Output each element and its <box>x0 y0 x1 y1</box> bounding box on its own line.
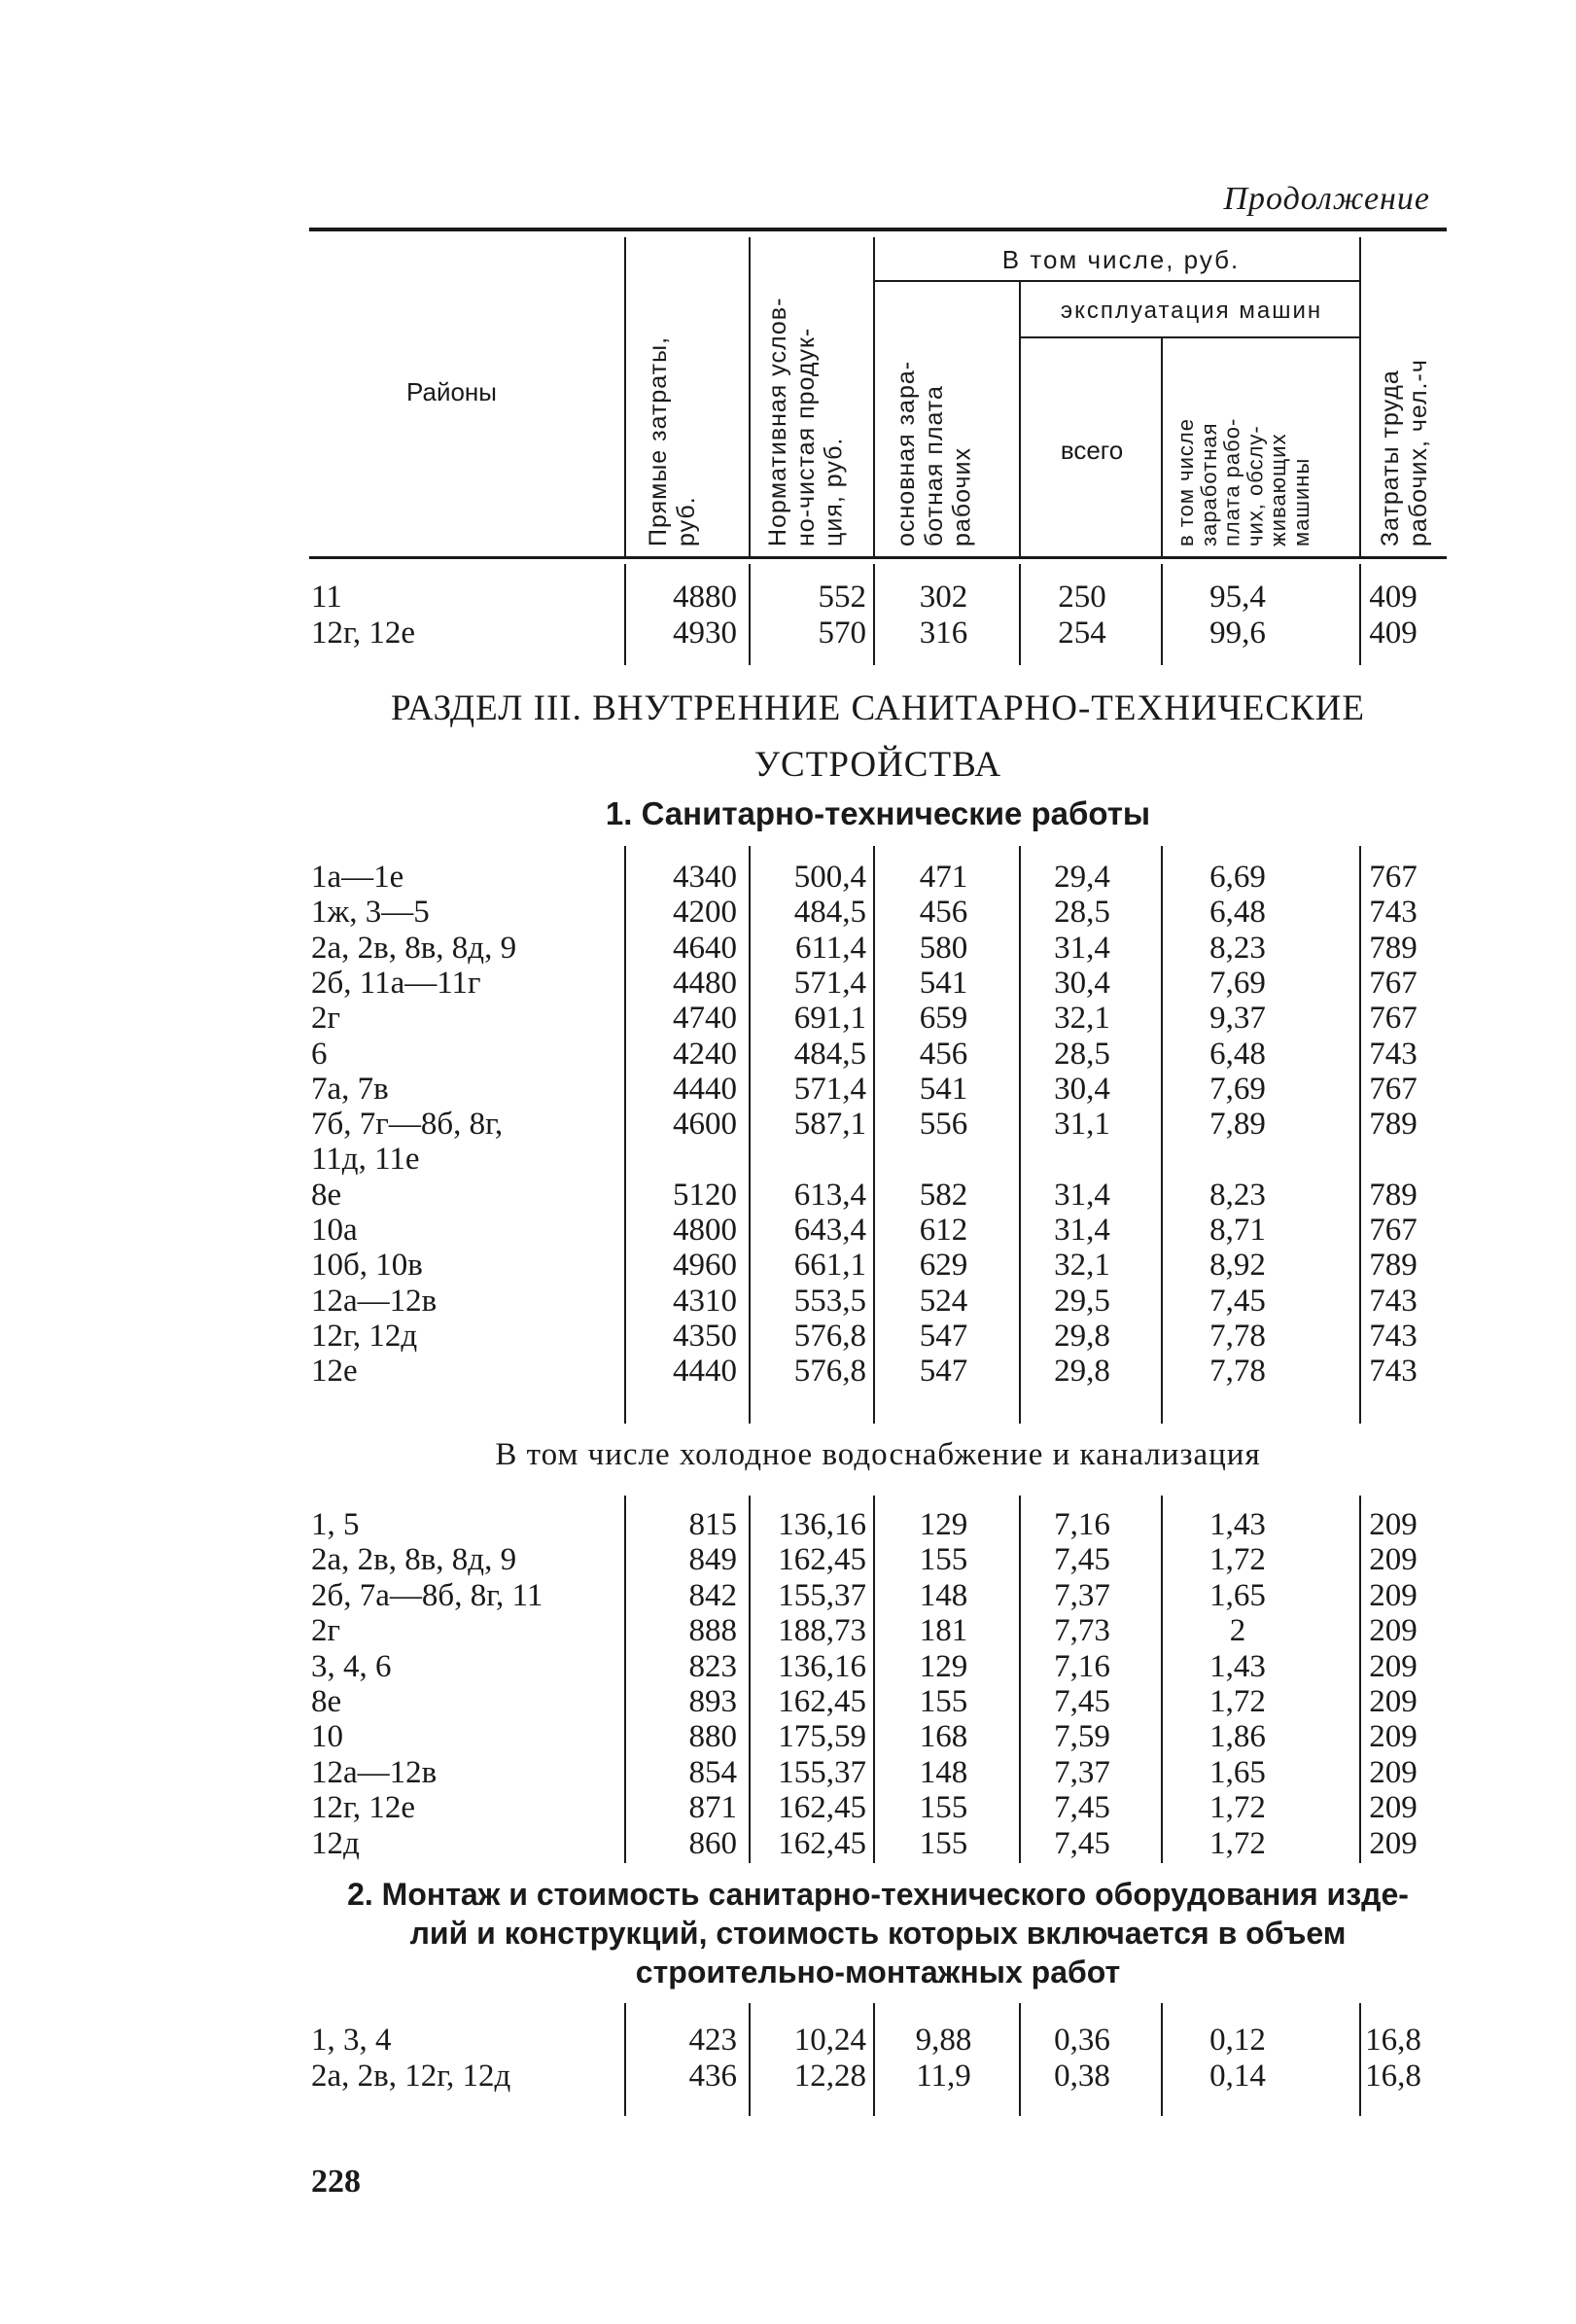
continuation-label: Продолжение <box>1223 181 1430 217</box>
cell-pryamye: 4930 <box>673 616 737 651</box>
cell-zarplata: 1,72 <box>1209 1825 1266 1861</box>
header-divider <box>749 237 751 558</box>
cell-vsego: 7,45 <box>1054 1825 1110 1861</box>
table-header-bottom-rule <box>309 556 1447 559</box>
table-row <box>309 1613 1447 1648</box>
cell-trud: 767 <box>1369 1001 1418 1037</box>
cell-vsego: 7,37 <box>1054 1754 1110 1790</box>
cell-pryamye: 4480 <box>673 965 737 1001</box>
cell-rayon: 2г <box>311 1613 341 1649</box>
cell-normativnaya: 552 <box>818 580 866 615</box>
table-block-sanitary <box>309 846 1447 1424</box>
cell-zarplata: 1,86 <box>1209 1719 1266 1755</box>
table-row <box>309 860 1447 895</box>
table-row <box>309 1178 1447 1213</box>
cell-normativnaya: 613,4 <box>793 1177 866 1213</box>
cell-vsego: 32,1 <box>1054 1248 1110 1284</box>
cell-rayon: 1а—1е <box>311 860 404 895</box>
cell-rayon: 3, 4, 6 <box>311 1648 392 1684</box>
cell-trud: 209 <box>1369 1790 1418 1826</box>
cell-normativnaya: 175,59 <box>778 1719 866 1755</box>
cell-vsego: 28,5 <box>1054 1036 1110 1072</box>
cell-vsego: 30,4 <box>1054 965 1110 1001</box>
cell-osnovnaya: 11,9 <box>916 2059 971 2094</box>
cell-zarplata: 8,71 <box>1209 1213 1266 1248</box>
table-row <box>309 1507 1447 1542</box>
cell-pryamye: 893 <box>688 1684 737 1719</box>
cell-osnovnaya: 541 <box>919 1071 968 1107</box>
cell-trud: 209 <box>1369 1754 1418 1790</box>
cell-normativnaya: 611,4 <box>794 930 866 966</box>
table-row <box>309 1790 1447 1825</box>
table-row <box>309 1107 1447 1142</box>
cell-pryamye: 4600 <box>673 1107 737 1143</box>
header-pryamye: Прямые затраты, руб. <box>645 335 700 546</box>
cell-vsego: 7,73 <box>1054 1613 1110 1649</box>
cell-trud: 789 <box>1369 1248 1418 1284</box>
table-row <box>309 1649 1447 1684</box>
cell-trud: 209 <box>1369 1542 1418 1578</box>
cell-osnovnaya: 612 <box>919 1213 968 1248</box>
table-row <box>309 616 1447 651</box>
table-row <box>309 1037 1447 1072</box>
cell-rayon: 2а, 2в, 8в, 8д, 9 <box>311 1542 517 1578</box>
cell-pryamye: 5120 <box>673 1177 737 1213</box>
cell-trud: 409 <box>1369 616 1418 651</box>
cell-zarplata: 7,45 <box>1209 1283 1266 1319</box>
cell-trud: 209 <box>1369 1719 1418 1755</box>
cell-osnovnaya: 155 <box>919 1790 968 1826</box>
cell-osnovnaya: 471 <box>919 860 968 895</box>
cell-vsego: 29,8 <box>1054 1318 1110 1354</box>
table-row <box>309 1542 1447 1577</box>
cell-rayon: 7б, 7г—8б, 8г, <box>311 1107 504 1143</box>
cell-vsego: 250 <box>1058 580 1106 615</box>
cell-trud: 743 <box>1369 895 1418 931</box>
header-divider <box>624 237 626 558</box>
cell-osnovnaya: 629 <box>919 1248 968 1284</box>
cell-vsego: 30,4 <box>1054 1071 1110 1107</box>
cell-pryamye: 4310 <box>673 1283 737 1319</box>
cell-vsego: 7,37 <box>1054 1577 1110 1613</box>
cell-vsego: 0,36 <box>1054 2023 1110 2058</box>
cell-vsego: 31,4 <box>1054 930 1110 966</box>
cell-trud: 743 <box>1369 1354 1418 1390</box>
cell-pryamye: 4960 <box>673 1248 737 1284</box>
table-row <box>309 1826 1447 1861</box>
cell-normativnaya: 587,1 <box>793 1107 866 1143</box>
cell-normativnaya: 643,4 <box>793 1213 866 1248</box>
header-zarplata-mashin: в том числе заработная плата рабо- чих, обслу- живающих машины <box>1173 417 1313 546</box>
cell-vsego: 28,5 <box>1054 895 1110 931</box>
water-subtitle: В том числе холодное водоснабжение и канализация <box>495 1437 1261 1472</box>
cell-zarplata: 95,4 <box>1209 580 1266 615</box>
cell-trud: 209 <box>1369 1507 1418 1542</box>
cell-normativnaya: 576,8 <box>793 1318 866 1354</box>
cell-normativnaya: 691,1 <box>793 1001 866 1037</box>
cell-osnovnaya: 168 <box>919 1719 968 1755</box>
cell-normativnaya: 553,5 <box>793 1283 866 1319</box>
cell-rayon: 10а <box>311 1213 358 1248</box>
cell-normativnaya: 661,1 <box>793 1248 866 1284</box>
cell-osnovnaya: 524 <box>919 1283 968 1319</box>
cell-rayon: 12д <box>311 1825 360 1861</box>
cell-osnovnaya: 9,88 <box>915 2023 972 2058</box>
cell-trud: 767 <box>1369 860 1418 895</box>
table-row <box>309 1248 1447 1283</box>
cell-osnovnaya: 155 <box>919 1825 968 1861</box>
cell-pryamye: 4340 <box>673 860 737 895</box>
cell-normativnaya: 10,24 <box>793 2023 866 2058</box>
cell-zarplata: 9,37 <box>1209 1001 1266 1037</box>
section-title-line1: РАЗДЕЛ III. ВНУТРЕННИЕ САНИТАРНО-ТЕХНИЧЕСКИЕ <box>391 688 1365 728</box>
cell-pryamye: 4200 <box>673 895 737 931</box>
cell-pryamye: 880 <box>688 1719 737 1755</box>
header-ekspluataciya: эксплуатация машин <box>1060 298 1323 324</box>
cell-pryamye: 842 <box>688 1577 737 1613</box>
cell-rayon: 7а, 7в <box>311 1071 389 1107</box>
table-row <box>309 1001 1447 1036</box>
cell-normativnaya: 136,16 <box>778 1648 866 1684</box>
section-title-line2: УСТРОЙСТВА <box>753 745 1002 785</box>
cell-zarplata: 1,43 <box>1209 1507 1266 1542</box>
cell-normativnaya: 162,45 <box>778 1790 866 1826</box>
cell-trud: 409 <box>1369 580 1418 615</box>
cell-vsego: 31,4 <box>1054 1177 1110 1213</box>
cell-zarplata: 8,23 <box>1209 930 1266 966</box>
cell-normativnaya: 162,45 <box>778 1825 866 1861</box>
header-divider <box>873 237 875 558</box>
cell-normativnaya: 155,37 <box>778 1577 866 1613</box>
cell-normativnaya: 576,8 <box>793 1354 866 1390</box>
header-divider <box>1019 280 1021 558</box>
cell-pryamye: 436 <box>688 2059 737 2094</box>
cell-trud: 743 <box>1369 1318 1418 1354</box>
cell-zarplata: 8,23 <box>1209 1177 1266 1213</box>
cell-zarplata: 1,72 <box>1209 1542 1266 1578</box>
cell-pryamye: 4800 <box>673 1213 737 1248</box>
cell-pryamye: 4350 <box>673 1318 737 1354</box>
cell-zarplata: 6,48 <box>1209 895 1266 931</box>
cell-rayon: 10 <box>311 1719 343 1755</box>
subsection-1-title: 1. Санитарно-технические работы <box>605 795 1151 831</box>
cell-osnovnaya: 129 <box>919 1507 968 1542</box>
cell-rayon: 2б, 11а—11г <box>311 965 481 1001</box>
cell-rayon: 2б, 7а—8б, 8г, 11 <box>311 1577 543 1613</box>
cell-rayon: 6 <box>311 1036 328 1072</box>
subsection-2-line1: 2. Монтаж и стоимость санитарно-технического оборудования изде- <box>347 1877 1409 1912</box>
cell-normativnaya: 136,16 <box>778 1507 866 1542</box>
cell-zarplata: 1,65 <box>1209 1754 1266 1790</box>
cell-trud: 789 <box>1369 930 1418 966</box>
cell-vsego: 7,16 <box>1054 1507 1110 1542</box>
cell-rayon: 1, 5 <box>311 1507 360 1542</box>
header-osnovnaya: основная зара- ботная плата рабочих <box>893 360 976 546</box>
cell-vsego: 31,4 <box>1054 1213 1110 1248</box>
cell-osnovnaya: 302 <box>919 580 968 615</box>
table-row <box>309 1319 1447 1354</box>
cell-rayon: 8е <box>311 1684 342 1719</box>
cell-osnovnaya: 316 <box>919 616 968 651</box>
cell-zarplata: 7,78 <box>1209 1354 1266 1390</box>
table-row <box>309 580 1447 615</box>
cell-vsego: 29,8 <box>1054 1354 1110 1390</box>
cell-osnovnaya: 129 <box>919 1648 968 1684</box>
cell-trud: 209 <box>1369 1577 1418 1613</box>
cell-vsego: 29,4 <box>1054 860 1110 895</box>
cell-zarplata: 7,89 <box>1209 1107 1266 1143</box>
cell-rayon: 12г, 12е <box>311 1790 415 1826</box>
cell-trud: 789 <box>1369 1107 1418 1143</box>
subsection-2-line3: строительно-монтажных работ <box>635 1954 1121 1989</box>
cell-rayon: 2а, 2в, 12г, 12д <box>311 2059 511 2094</box>
cell-osnovnaya: 155 <box>919 1684 968 1719</box>
cell-pryamye: 4440 <box>673 1354 737 1390</box>
cell-normativnaya: 571,4 <box>793 1071 866 1107</box>
page-number: 228 <box>311 2164 361 2200</box>
cell-trud: 16,8 <box>1365 2023 1421 2058</box>
cell-zarplata: 1,72 <box>1209 1684 1266 1719</box>
cell-zarplata: 2 <box>1229 1613 1246 1649</box>
cell-osnovnaya: 541 <box>919 965 968 1001</box>
cell-osnovnaya: 155 <box>919 1542 968 1578</box>
cell-trud: 767 <box>1369 965 1418 1001</box>
cell-vsego: 31,1 <box>1054 1107 1110 1143</box>
cell-trud: 209 <box>1369 1684 1418 1719</box>
cell-rayon: 12г, 12д <box>311 1318 418 1354</box>
table-row <box>309 1684 1447 1719</box>
header-divider <box>1161 336 1163 558</box>
table-row <box>309 1755 1447 1790</box>
cell-osnovnaya: 547 <box>919 1354 968 1390</box>
subsection-2-title <box>309 1875 1447 1991</box>
cell-vsego: 7,45 <box>1054 1684 1110 1719</box>
cell-pryamye: 849 <box>688 1542 737 1578</box>
cell-trud: 209 <box>1369 1825 1418 1861</box>
cell-rayon: 12а—12в <box>311 1283 438 1319</box>
cell-vsego: 0,38 <box>1054 2059 1110 2094</box>
cell-vsego: 29,5 <box>1054 1283 1110 1319</box>
cell-osnovnaya: 148 <box>919 1577 968 1613</box>
cell-zarplata: 99,6 <box>1209 616 1266 651</box>
cell-normativnaya: 12,28 <box>793 2059 866 2094</box>
cell-rayon: 2а, 2в, 8в, 8д, 9 <box>311 930 517 966</box>
cell-pryamye: 4640 <box>673 930 737 966</box>
cell-pryamye: 4880 <box>673 580 737 615</box>
cell-vsego: 7,16 <box>1054 1648 1110 1684</box>
cell-vsego: 254 <box>1058 616 1106 651</box>
cell-normativnaya: 162,45 <box>778 1542 866 1578</box>
subsection-2-line2: лий и конструкций, стоимость которых включается в объем <box>409 1916 1347 1951</box>
cell-trud: 743 <box>1369 1036 1418 1072</box>
cell-osnovnaya: 582 <box>919 1177 968 1213</box>
table-row <box>309 1072 1447 1107</box>
table-row <box>309 1213 1447 1248</box>
cell-zarplata: 0,12 <box>1209 2023 1266 2058</box>
cell-osnovnaya: 456 <box>919 1036 968 1072</box>
table-row <box>309 1719 1447 1754</box>
cell-rayon: 12г, 12е <box>311 616 415 651</box>
table-row <box>309 931 1447 966</box>
cell-zarplata: 1,72 <box>1209 1790 1266 1826</box>
cell-vsego: 7,59 <box>1054 1719 1110 1755</box>
header-v-tom-chisle: В том числе, руб. <box>1001 245 1241 274</box>
cell-trud: 767 <box>1369 1071 1418 1107</box>
cell-trud: 743 <box>1369 1283 1418 1319</box>
cell-zarplata: 7,78 <box>1209 1318 1266 1354</box>
cell-rayon: 1ж, 3—5 <box>311 895 430 931</box>
cell-rayon: 12е <box>311 1354 358 1390</box>
cell-normativnaya: 155,37 <box>778 1754 866 1790</box>
table-block-water <box>309 1496 1447 1863</box>
cell-normativnaya: 484,5 <box>793 895 866 931</box>
cell-osnovnaya: 181 <box>919 1613 968 1649</box>
cell-zarplata: 7,69 <box>1209 1071 1266 1107</box>
cell-vsego: 7,45 <box>1054 1542 1110 1578</box>
cell-pryamye: 815 <box>688 1507 737 1542</box>
cell-normativnaya: 188,73 <box>778 1613 866 1649</box>
cell-trud: 767 <box>1369 1213 1418 1248</box>
table-row <box>309 966 1447 1001</box>
cell-osnovnaya: 547 <box>919 1318 968 1354</box>
cell-zarplata: 8,92 <box>1209 1248 1266 1284</box>
section-title <box>309 681 1447 793</box>
cell-vsego: 7,45 <box>1054 1790 1110 1826</box>
cell-trud: 209 <box>1369 1648 1418 1684</box>
cell-normativnaya: 162,45 <box>778 1684 866 1719</box>
header-normativnaya: Нормативная услов- но-чистая продук- ция, руб. <box>764 297 848 546</box>
cell-pryamye: 854 <box>688 1754 737 1790</box>
cell-pryamye: 823 <box>688 1648 737 1684</box>
cell-zarplata: 1,65 <box>1209 1577 1266 1613</box>
cell-pryamye: 423 <box>688 2023 737 2058</box>
cell-vsego: 32,1 <box>1054 1001 1110 1037</box>
table-block-top <box>309 564 1447 665</box>
cell-normativnaya: 500,4 <box>793 860 866 895</box>
cell-rayon: 12а—12в <box>311 1754 438 1790</box>
cell-osnovnaya: 580 <box>919 930 968 966</box>
cell-pryamye: 860 <box>688 1825 737 1861</box>
cell-osnovnaya: 659 <box>919 1001 968 1037</box>
cell-zarplata: 1,43 <box>1209 1648 1266 1684</box>
table-row <box>309 1142 1447 1177</box>
header-zatraty-truda: Затраты труда рабочих, чел.-ч <box>1377 359 1432 546</box>
cell-rayon: 1, 3, 4 <box>311 2023 392 2058</box>
table-row <box>309 1354 1447 1389</box>
cell-trud: 16,8 <box>1365 2059 1421 2094</box>
cell-pryamye: 871 <box>688 1790 737 1826</box>
table-header <box>309 231 1447 560</box>
cell-normativnaya: 571,4 <box>793 965 866 1001</box>
cell-rayon: 8е <box>311 1177 342 1213</box>
cell-zarplata: 6,48 <box>1209 1036 1266 1072</box>
cell-zarplata: 6,69 <box>1209 860 1266 895</box>
header-rule <box>873 280 1359 282</box>
cell-normativnaya: 484,5 <box>793 1036 866 1072</box>
cell-rayon: 11д, 11е <box>311 1142 420 1178</box>
table-row <box>309 2023 1447 2058</box>
cell-pryamye: 4740 <box>673 1001 737 1037</box>
cell-osnovnaya: 556 <box>919 1107 968 1143</box>
header-rule <box>1019 336 1359 338</box>
cell-pryamye: 4440 <box>673 1071 737 1107</box>
cell-normativnaya: 570 <box>818 616 866 651</box>
table-row <box>309 895 1447 930</box>
cell-pryamye: 888 <box>688 1613 737 1649</box>
table-row <box>309 2059 1447 2094</box>
cell-osnovnaya: 148 <box>919 1754 968 1790</box>
table-row <box>309 1578 1447 1613</box>
header-divider <box>1359 237 1361 558</box>
cell-zarplata: 7,69 <box>1209 965 1266 1001</box>
cell-rayon: 10б, 10в <box>311 1248 423 1284</box>
cell-osnovnaya: 456 <box>919 895 968 931</box>
table-block-montage <box>309 2003 1447 2116</box>
cell-rayon: 2г <box>311 1001 341 1037</box>
cell-zarplata: 0,14 <box>1209 2059 1266 2094</box>
header-rayony: Районы <box>406 377 497 406</box>
header-vsego: всего <box>1060 436 1124 465</box>
cell-trud: 209 <box>1369 1613 1418 1649</box>
cell-pryamye: 4240 <box>673 1036 737 1072</box>
cell-trud: 789 <box>1369 1177 1418 1213</box>
cell-rayon: 11 <box>311 580 342 615</box>
table-row <box>309 1284 1447 1319</box>
